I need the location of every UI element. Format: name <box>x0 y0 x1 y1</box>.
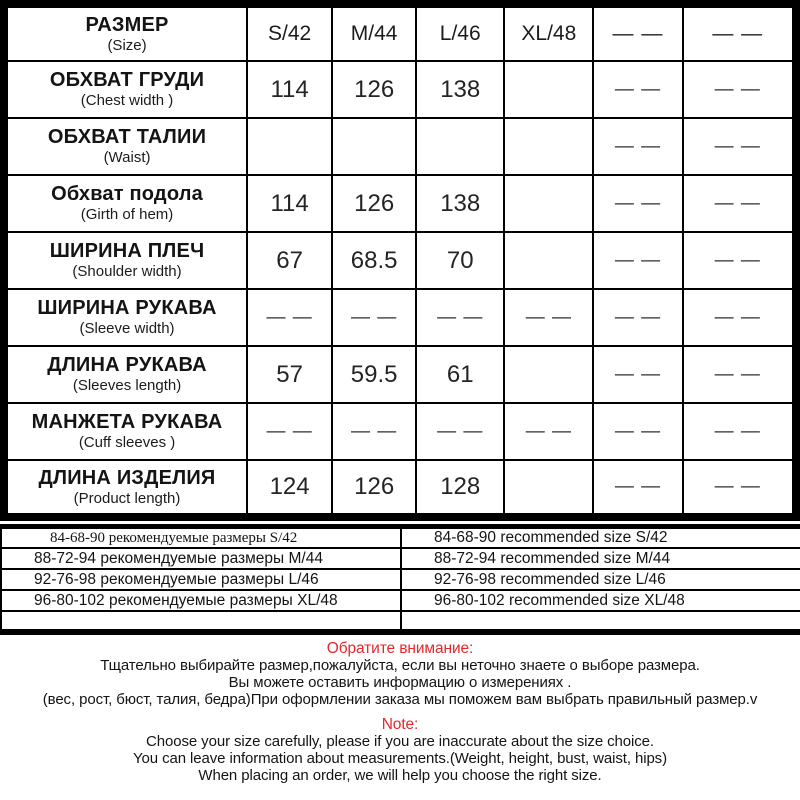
table-row <box>4 232 796 289</box>
row-label-en: (Product length) <box>73 489 181 507</box>
recommended-sizes-table <box>0 524 800 635</box>
value-cell: 70 <box>416 232 504 289</box>
rec-ru-cell: 84-68-90 рекомендуемые размеры S/42 <box>1 527 401 549</box>
table-row <box>4 346 796 403</box>
notes-ru-lines <box>0 657 800 708</box>
row-label-cell <box>4 232 247 289</box>
rec-ru-cell: 92-76-98 рекомендуемые размеры L/46 <box>1 569 401 590</box>
rec-en-cell <box>401 611 800 632</box>
table-row <box>4 289 796 346</box>
value-cell <box>504 232 593 289</box>
value-cell: 114 <box>247 61 332 118</box>
value-cell: — — <box>504 403 593 460</box>
row-label-cell <box>4 460 247 517</box>
row-label-cell <box>4 175 247 232</box>
value-cell: — — <box>416 289 504 346</box>
value-cell: S/42 <box>247 4 332 61</box>
row-label-ru: ОБХВАТ ГРУДИ <box>49 69 205 91</box>
value-cell: L/46 <box>416 4 504 61</box>
value-cell <box>416 118 504 175</box>
value-cell: 138 <box>416 61 504 118</box>
value-cell: — — <box>416 403 504 460</box>
value-cell: 138 <box>416 175 504 232</box>
rec-table-body <box>1 527 800 633</box>
value-cell: — — <box>683 4 796 61</box>
row-label-cell <box>4 61 247 118</box>
value-cell: 114 <box>247 175 332 232</box>
rec-ru-cell: 88-72-94 рекомендуемые размеры M/44 <box>1 548 401 569</box>
value-cell: — — <box>247 289 332 346</box>
note-line-en: When placing an order, we will help you choose the right size. <box>198 767 602 784</box>
note-line-en: Choose your size carefully, please if you are inaccurate about the size choice. <box>146 733 654 750</box>
rec-row <box>1 548 800 569</box>
value-cell: — — <box>593 61 682 118</box>
value-cell: 57 <box>247 346 332 403</box>
notes-en-title: Note: <box>381 716 419 733</box>
notes-section <box>0 640 800 784</box>
value-cell: — — <box>683 403 796 460</box>
value-cell: — — <box>593 232 682 289</box>
rec-row <box>1 590 800 611</box>
notes-en-lines <box>0 733 800 784</box>
value-cell <box>504 346 593 403</box>
row-label-ru: ОБХВАТ ТАЛИИ <box>47 126 207 148</box>
rec-row <box>1 527 800 549</box>
value-cell: — — <box>593 4 682 61</box>
value-cell: — — <box>593 346 682 403</box>
table-row <box>4 175 796 232</box>
value-cell: 126 <box>332 175 416 232</box>
value-cell: — — <box>332 289 416 346</box>
note-line-ru: (вес, рост, бюст, талия, бедра)При оформлении заказа мы поможем вам выбрать правильный размер.v <box>42 691 758 708</box>
table-row <box>4 403 796 460</box>
note-line-ru: Вы можете оставить информацию о измерениях . <box>228 674 572 691</box>
note-line-en: You can leave information about measurements.(Weight, height, bust, waist, hips) <box>133 750 667 767</box>
rec-en-cell: 96-80-102 recommended size XL/48 <box>401 590 800 611</box>
value-cell: — — <box>683 175 796 232</box>
row-label-cell <box>4 289 247 346</box>
row-label-en: (Sleeve width) <box>79 320 175 337</box>
value-cell: 67 <box>247 232 332 289</box>
row-label-en: (Size) <box>107 36 147 54</box>
value-cell <box>504 118 593 175</box>
value-cell: — — <box>683 346 796 403</box>
value-cell: — — <box>593 118 682 175</box>
row-label-ru: ШИРИНА ПЛЕЧ <box>49 240 205 262</box>
value-cell: — — <box>593 289 682 346</box>
row-label-ru: ДЛИНА ИЗДЕЛИЯ <box>38 466 216 489</box>
row-label-en: (Cuff sleeves ) <box>78 434 176 451</box>
value-cell: — — <box>247 403 332 460</box>
rec-en-cell: 92-76-98 recommended size L/46 <box>401 569 800 590</box>
size-table-body <box>4 4 796 517</box>
value-cell: XL/48 <box>504 4 593 61</box>
value-cell <box>247 118 332 175</box>
table-row <box>4 118 796 175</box>
value-cell <box>332 118 416 175</box>
row-label-ru: МАНЖЕТА РУКАВА <box>31 411 223 433</box>
value-cell: — — <box>683 460 796 517</box>
value-cell: 124 <box>247 460 332 517</box>
value-cell: — — <box>683 118 796 175</box>
row-label-en: (Sleeves length) <box>72 377 182 394</box>
row-label-cell <box>4 118 247 175</box>
rec-en-cell: 84-68-90 recommended size S/42 <box>401 527 800 549</box>
value-cell: — — <box>683 232 796 289</box>
rec-ru-cell <box>1 611 401 632</box>
row-label-cell <box>4 403 247 460</box>
rec-en-cell: 88-72-94 recommended size M/44 <box>401 548 800 569</box>
value-cell: — — <box>332 403 416 460</box>
table-row <box>4 61 796 118</box>
row-label-en: (Shoulder width) <box>72 263 182 280</box>
row-label-cell <box>4 346 247 403</box>
value-cell: 126 <box>332 460 416 517</box>
row-label-ru: ДЛИНА РУКАВА <box>47 354 207 376</box>
row-label-ru: Обхват подола <box>51 183 203 205</box>
rec-row <box>1 569 800 590</box>
value-cell: 128 <box>416 460 504 517</box>
table-row <box>4 460 796 517</box>
value-cell <box>504 175 593 232</box>
row-label-en: (Girth of hem) <box>80 206 174 223</box>
value-cell: 68.5 <box>332 232 416 289</box>
table-row <box>4 4 796 61</box>
value-cell: M/44 <box>332 4 416 61</box>
rec-ru-cell: 96-80-102 рекомендуемые размеры XL/48 <box>1 590 401 611</box>
value-cell: — — <box>593 175 682 232</box>
value-cell: 61 <box>416 346 504 403</box>
notes-ru-title: Обратите внимание: <box>326 640 474 657</box>
value-cell: — — <box>593 460 682 517</box>
value-cell: — — <box>504 289 593 346</box>
value-cell <box>504 460 593 517</box>
row-label-ru: РАЗМЕР <box>85 13 169 36</box>
row-label-en: (Waist) <box>103 149 151 166</box>
value-cell: — — <box>593 403 682 460</box>
note-line-ru: Тщательно выбирайте размер,пожалуйста, если вы неточно знаете о выборе размера. <box>100 657 700 674</box>
row-label-cell <box>4 4 247 61</box>
value-cell: 59.5 <box>332 346 416 403</box>
rec-row <box>1 611 800 632</box>
value-cell: — — <box>683 61 796 118</box>
value-cell: 126 <box>332 61 416 118</box>
value-cell <box>504 61 593 118</box>
row-label-en: (Chest width ) <box>80 92 174 109</box>
row-label-ru: ШИРИНА РУКАВА <box>37 297 217 319</box>
value-cell: — — <box>683 289 796 346</box>
